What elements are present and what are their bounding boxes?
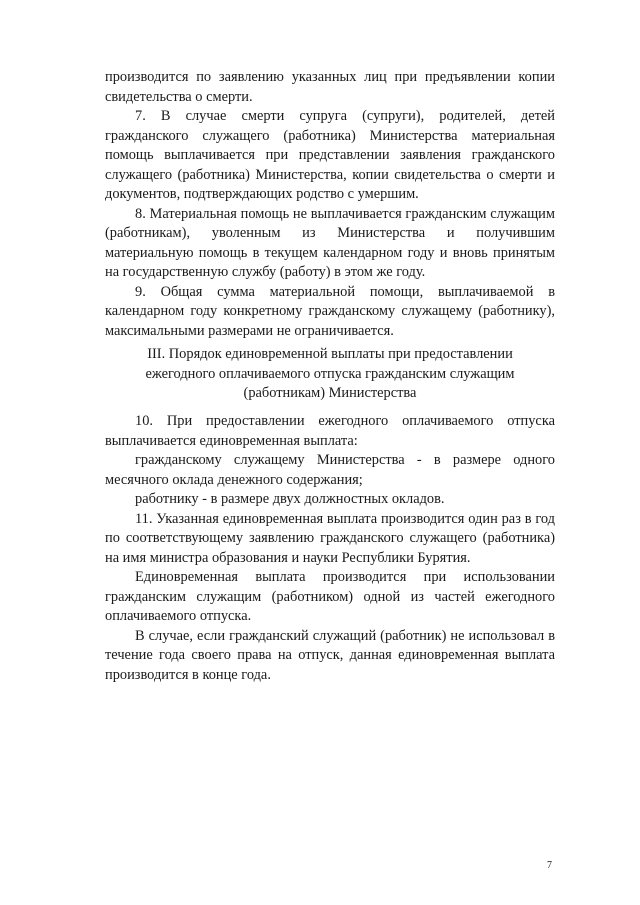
paragraph-10-item-worker: работнику - в размере двух должностных окладов. — [135, 491, 445, 507]
section-heading-line-2: ежегодного оплачиваемого отпуска гражданским служащим — [145, 365, 515, 382]
bottom-text-block — [105, 412, 555, 685]
paragraph-11-usage: Единовременная выплата производится при использовании гражданским служащим (работником) одной из частей ежегодного оплачиваемого отпуска. — [105, 569, 555, 624]
paragraph-continuation: производится по заявлению указанных лиц при предъявлении копии свидетельства о смерти. — [105, 69, 555, 105]
paragraph-7: 7. В случае смерти супруга (супруги), родителей, детей гражданского служащего (работника) Министерства материальная помощь выплачивается при представлении заявления гражданского служащего (работника) Министерства, копии свидетельства о смерти и документов, подтверждающих родство с умершим. — [105, 108, 555, 202]
paragraph-10-item-civil-servant: гражданскому служащему Министерства - в размере одного месячного оклада денежного содержания; — [105, 452, 555, 488]
section-heading — [105, 345, 555, 404]
top-text-block — [105, 68, 555, 341]
page-number: 7 — [547, 860, 552, 871]
paragraph-11-end-of-year: В случае, если гражданский служащий (работник) не использовал в течение года своего права на отпуск, данная единовременная выплата производится в конце года. — [105, 627, 555, 683]
section-heading-line-3: (работникам) Министерства — [243, 385, 417, 401]
section-heading-line-1: III. Порядок единовременной выплаты при предоставлении — [147, 346, 513, 362]
paragraph-8: 8. Материальная помощь не выплачивается гражданским служащим (работникам), уволенным из Министерства и получившим материальную помощь в текущем календарном году и вновь принятым на государственную службу (работу) в этом же году. — [105, 205, 555, 280]
paragraph-9: 9. Общая сумма материальной помощи, выплачиваемой в календарном году конкретному гражданскому служащему (работнику), максимальными размерами не ограничивается. — [105, 283, 555, 339]
paragraph-11: 11. Указанная единовременная выплата производится один раз в год по соответствующему заявлению гражданского служащего (работника) на имя министра образования и науки Республики Бурятия. — [105, 510, 555, 566]
paragraph-10: 10. При предоставлении ежегодного оплачиваемого отпуска выплачивается единовременная выплата: — [105, 413, 555, 449]
